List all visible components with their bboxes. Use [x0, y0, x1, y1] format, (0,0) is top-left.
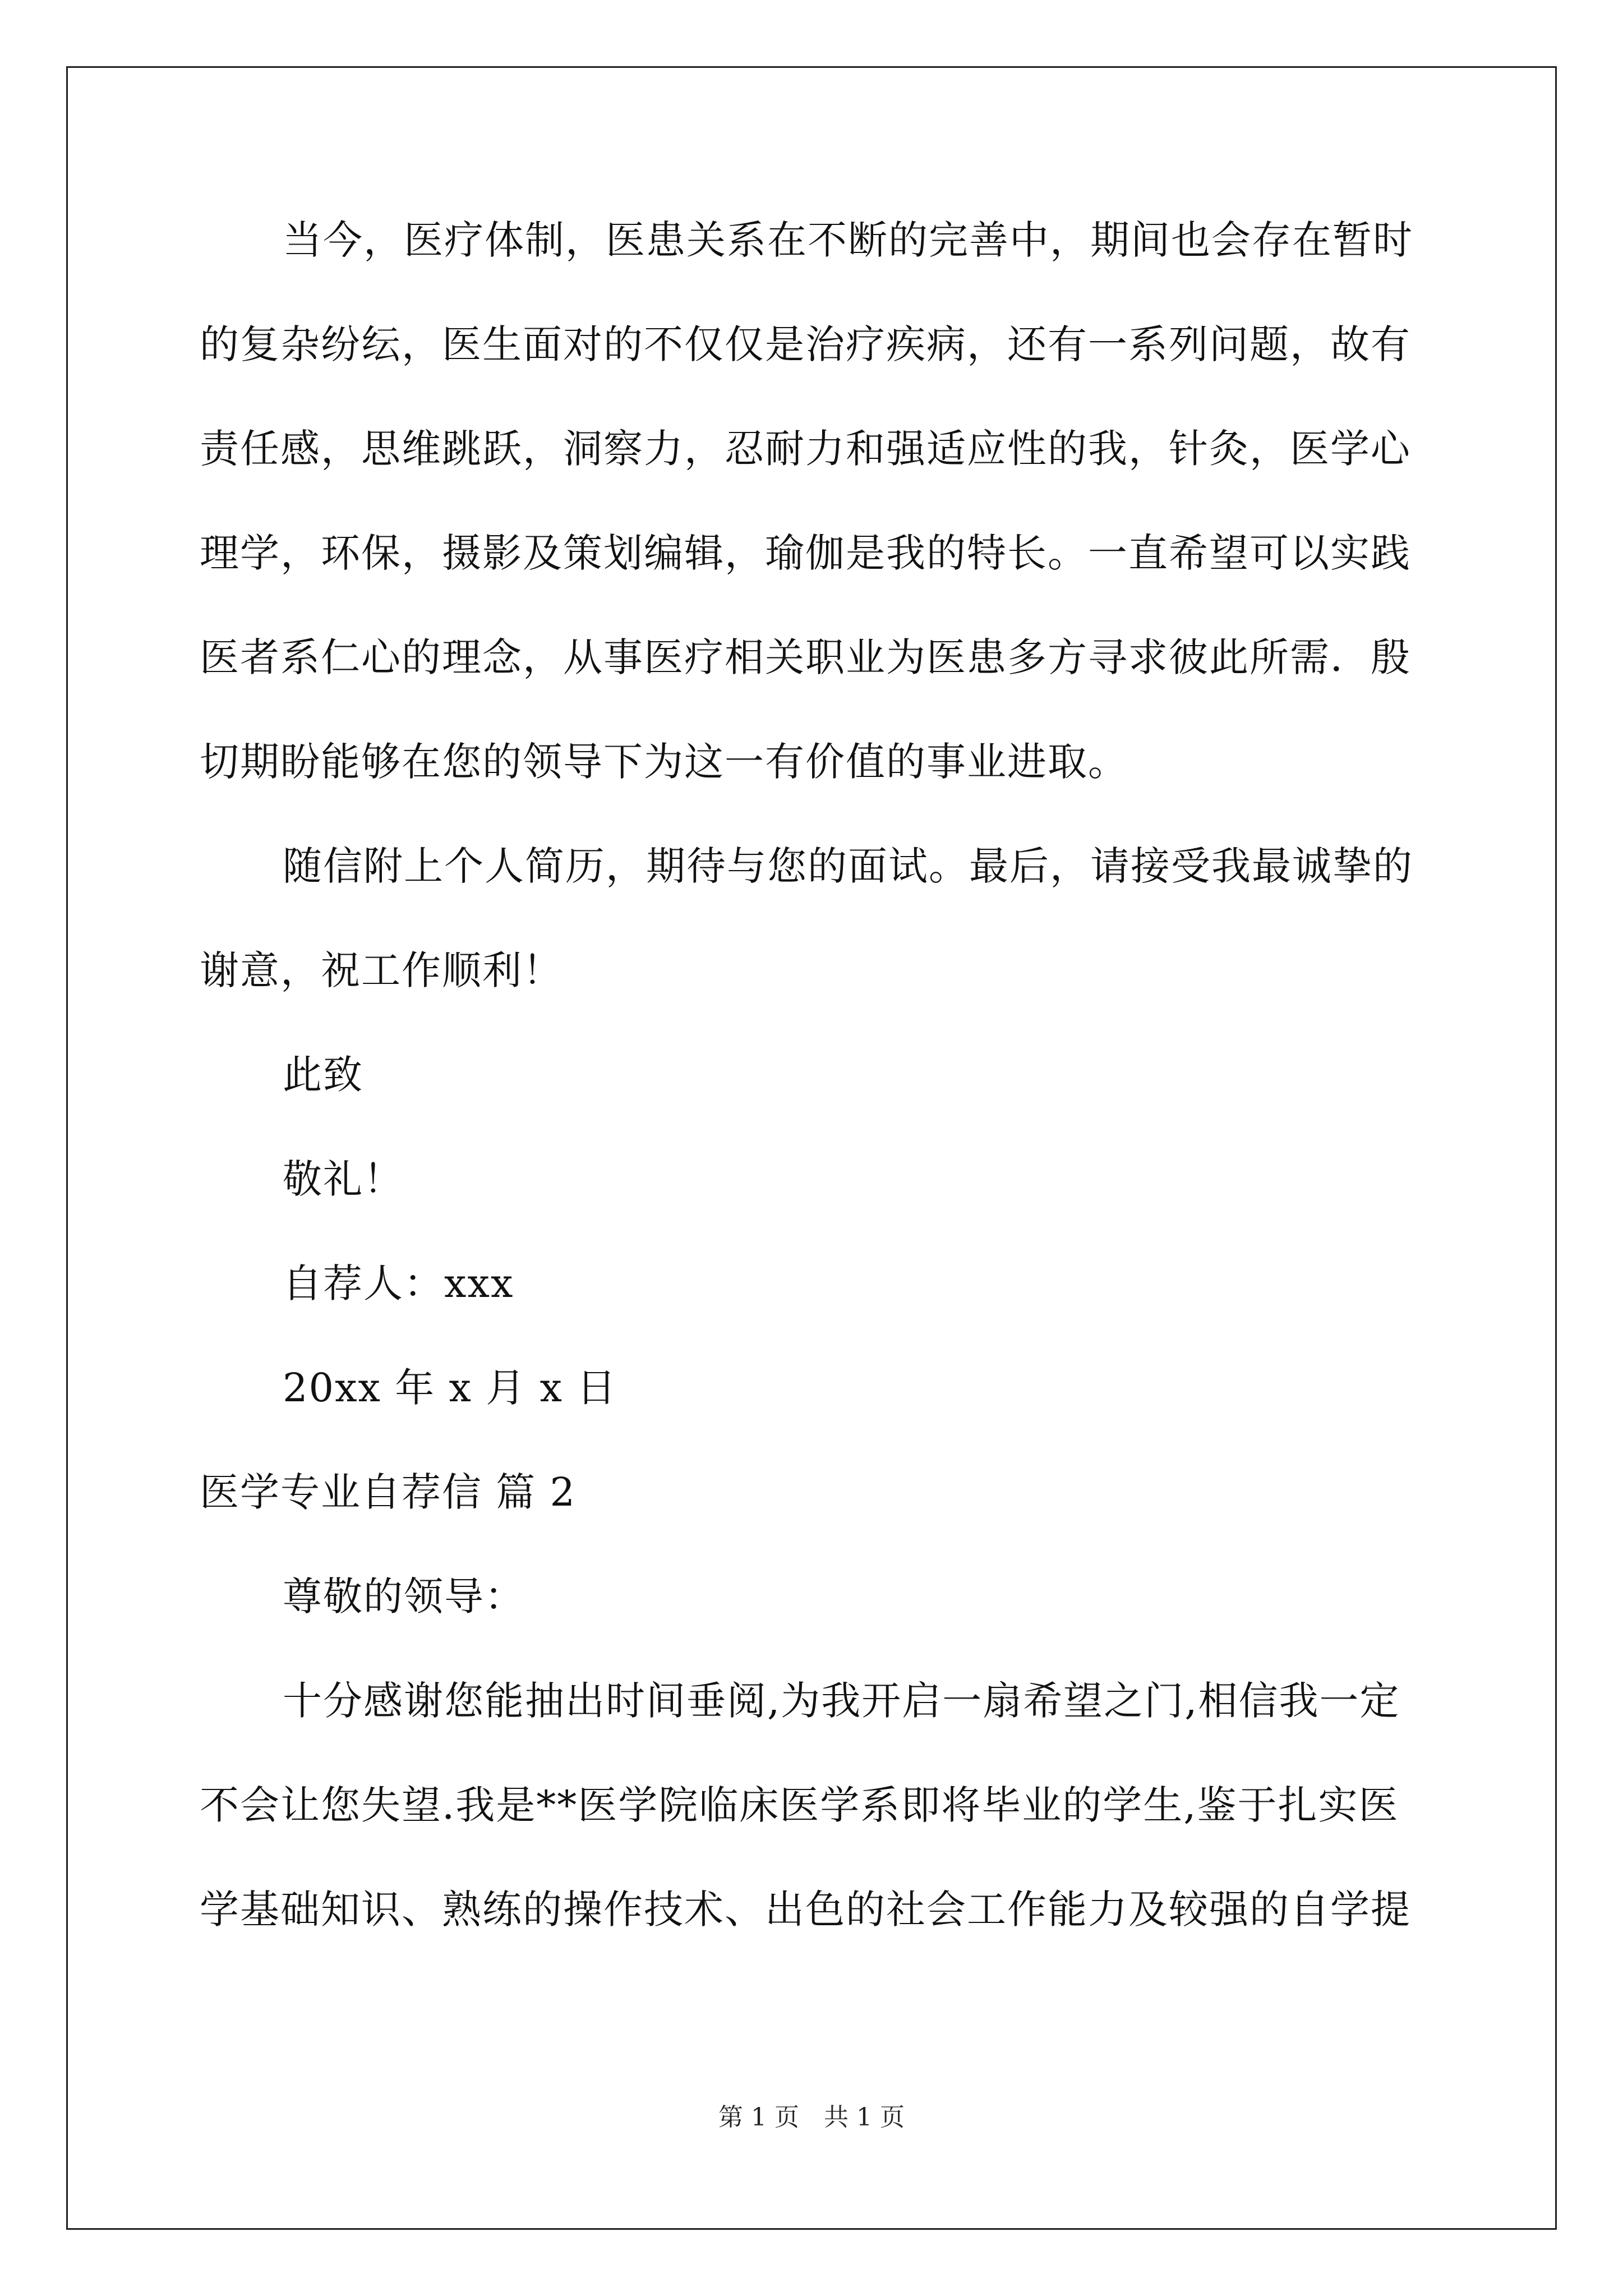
- page-footer: 第 1 页 共 1 页: [718, 2103, 905, 2132]
- closing-line: 此致: [283, 1052, 363, 1098]
- section-heading: 医学专业自荐信 篇 2: [200, 1469, 577, 1515]
- paragraph-line: 十分感谢您能抽出时间垂阅,为我开启一扇希望之门,相信我一定: [283, 1678, 1400, 1724]
- signature-line: 自荐人：xxx: [283, 1260, 514, 1306]
- paragraph-line: 不会让您失望.我是**医学院临床医学系即将毕业的学生,鉴于扎实医: [200, 1782, 1399, 1828]
- paragraph-line: 的复杂纷纭，医生面对的不仅仅是治疗疾病，还有一系列问题，故有: [200, 321, 1411, 367]
- paragraph-line: 切期盼能够在您的领导下为这一有价值的事业进取。: [200, 739, 1128, 785]
- paragraph-line: 理学，环保，摄影及策划编辑，瑜伽是我的特长。一直希望可以实践: [200, 530, 1411, 576]
- paragraph-line: 医者系仁心的理念，从事医疗相关职业为医患多方寻求彼此所需．殷: [200, 634, 1411, 680]
- paragraph-line: 随信附上个人简历，期待与您的面试。最后，请接受我最诚挚的: [283, 843, 1413, 889]
- paragraph-line: 谢意，祝工作顺利！: [200, 947, 563, 993]
- salutation-line: 敬礼！: [283, 1156, 404, 1202]
- paragraph-line: 责任感，思维跳跃，洞察力，忍耐力和强适应性的我，针灸，医学心: [200, 426, 1411, 472]
- paragraph-line: 学基础知识、熟练的操作技术、出色的社会工作能力及较强的自学提: [200, 1887, 1411, 1932]
- paragraph-line: 当今，医疗体制，医患关系在不断的完善中，期间也会存在暂时: [283, 217, 1413, 263]
- greeting-line: 尊敬的领导：: [283, 1573, 525, 1619]
- date-line: 20xx 年 x 月 x 日: [283, 1365, 617, 1411]
